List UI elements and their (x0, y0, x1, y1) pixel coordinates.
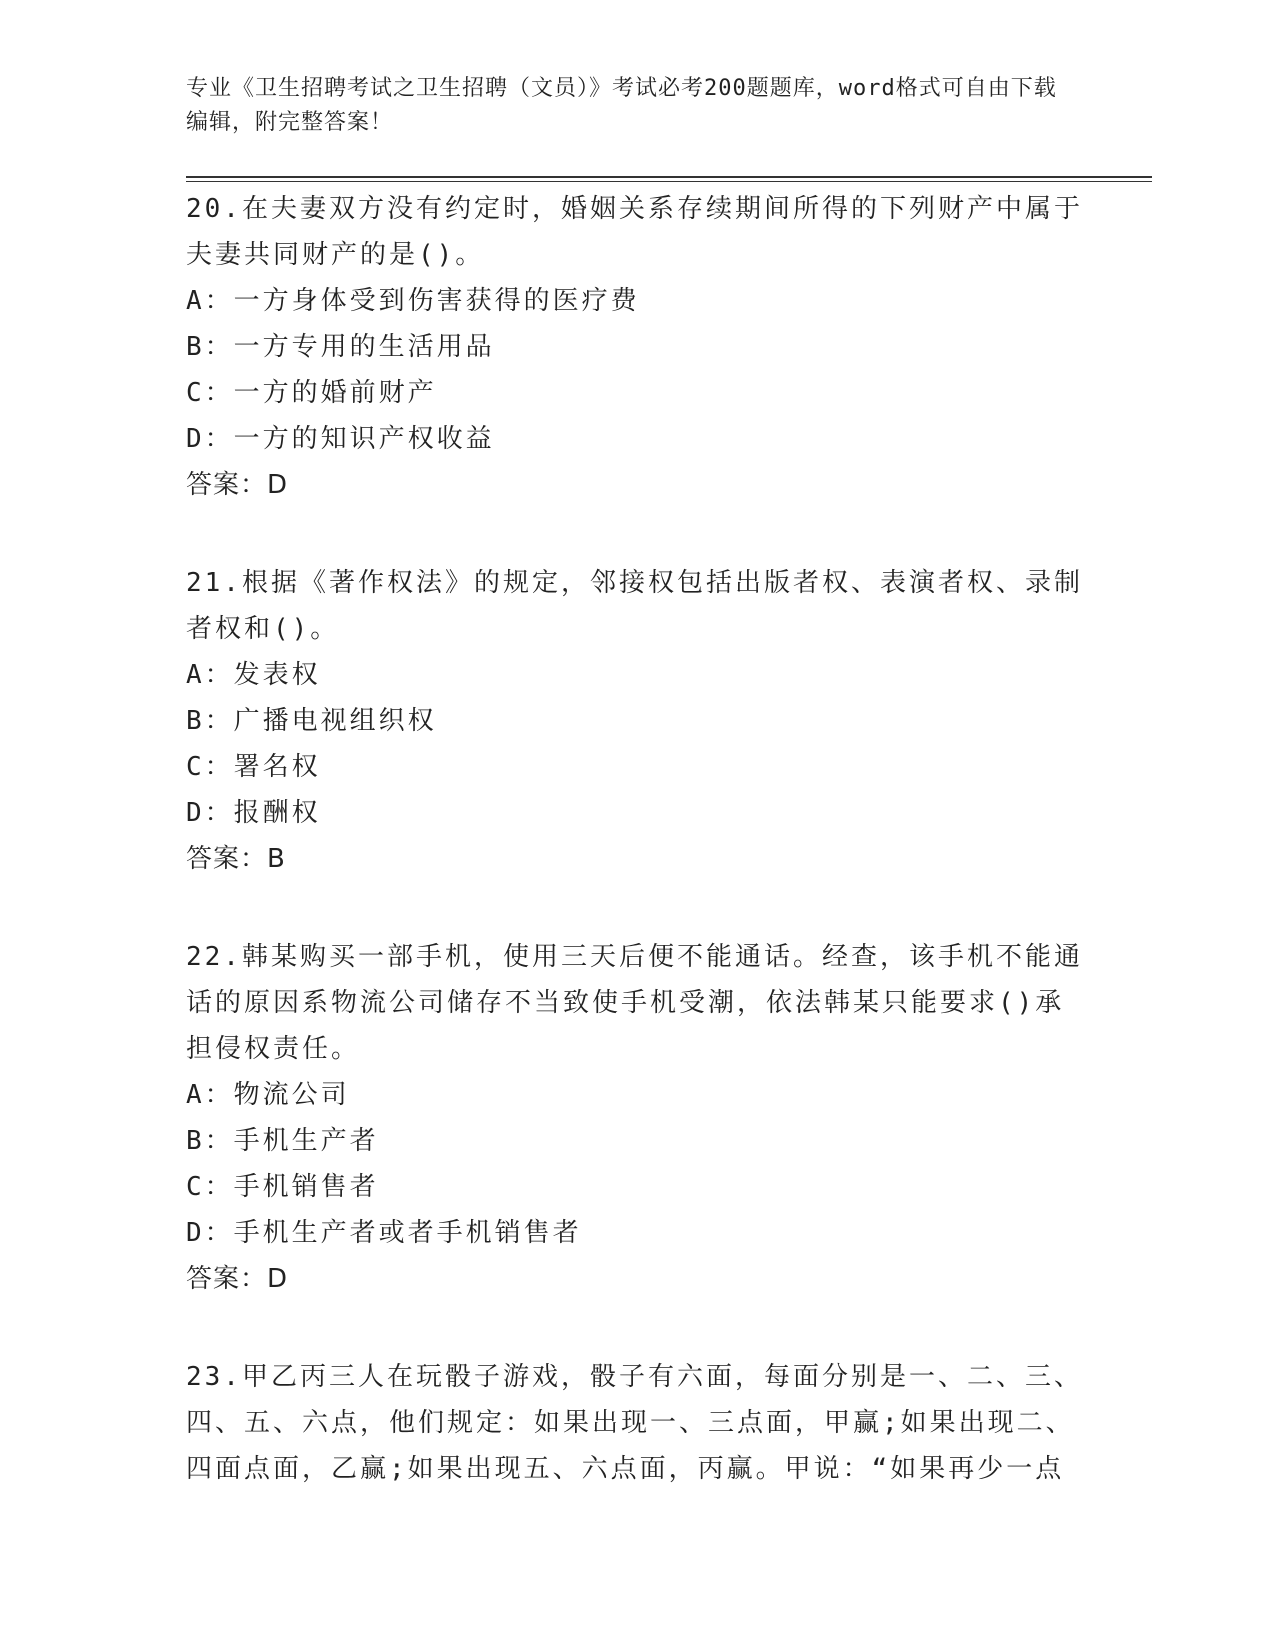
option-b: B：手机生产者 (186, 1126, 379, 1156)
option-c: C：手机销售者 (186, 1172, 379, 1202)
question-stem: 22.韩某购买一部手机，使用三天后便不能通话。经查，该手机不能通话的原因系物流公司储存不当致使手机受潮，依法韩某只能要求()承担侵权责任。 (186, 942, 1083, 1064)
question-list (186, 186, 1086, 1544)
option-a: A：发表权 (186, 660, 321, 690)
option-c: C：一方的婚前财产 (186, 378, 437, 408)
option-d: D：手机生产者或者手机销售者 (186, 1218, 582, 1248)
question-21 (186, 560, 1086, 882)
question-20 (186, 186, 1086, 508)
answer-line: 答案：D (186, 470, 289, 500)
option-d: D：一方的知识产权收益 (186, 424, 495, 454)
page-header: 专业《卫生招聘考试之卫生招聘（文员）》考试必考200题题库，word格式可自由下载编辑，附完整答案！ (186, 76, 1057, 135)
answer-line: 答案：D (186, 1264, 289, 1294)
option-d: D：报酬权 (186, 798, 321, 828)
option-a: A：物流公司 (186, 1080, 350, 1110)
question-stem: 21.根据《著作权法》的规定，邻接权包括出版者权、表演者权、录制者权和()。 (186, 568, 1083, 644)
option-c: C：署名权 (186, 752, 321, 782)
question-22 (186, 934, 1086, 1302)
question-23 (186, 1354, 1086, 1492)
question-stem: 23.甲乙丙三人在玩骰子游戏，骰子有六面，每面分别是一、二、三、四、五、六点，他们规定：如果出现一、三点面，甲赢;如果出现二、四面点面，乙赢;如果出现五、六点面，丙赢。甲说：“如果再少一点 (186, 1362, 1083, 1484)
header-divider (186, 176, 1152, 182)
option-a: A：一方身体受到伤害获得的医疗费 (186, 286, 640, 316)
option-b: B：一方专用的生活用品 (186, 332, 495, 362)
question-stem: 20.在夫妻双方没有约定时，婚姻关系存续期间所得的下列财产中属于夫妻共同财产的是()。 (186, 194, 1083, 270)
answer-line: 答案：B (186, 844, 286, 874)
option-b: B：广播电视组织权 (186, 706, 437, 736)
